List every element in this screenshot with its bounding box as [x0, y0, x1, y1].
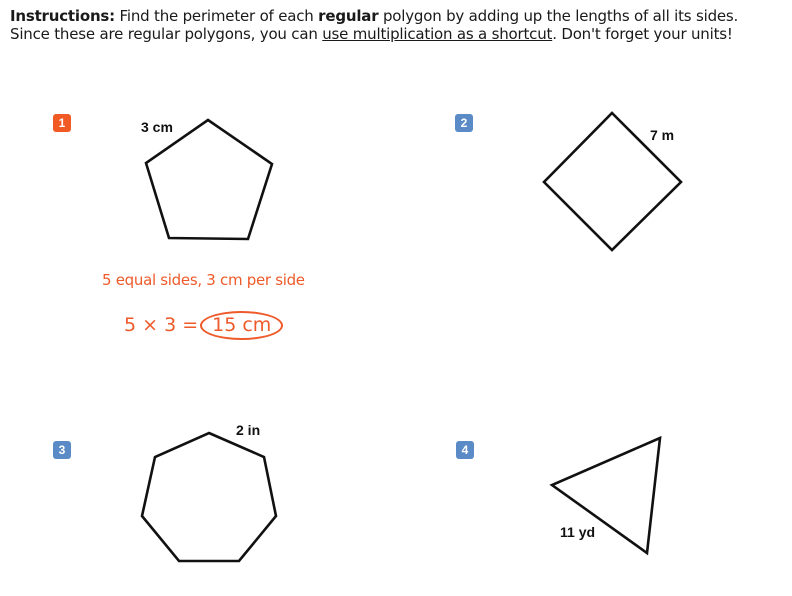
problem-4-side-label: 11 yd: [560, 524, 596, 540]
instructions-shortcut: use multiplication as a shortcut: [322, 25, 553, 43]
instructions-text-1: Find the perimeter of each: [114, 7, 319, 25]
problem-4-badge: 4: [456, 441, 474, 459]
problem-3-badge: 3: [53, 441, 71, 459]
instructions-regular: regular: [318, 7, 379, 25]
problem-3-side-label: 2 in: [236, 422, 261, 438]
instructions-text-3: Since these are regular polygons, you can: [10, 25, 323, 43]
problem-2-badge: 2: [455, 114, 473, 132]
problem-2-side-label: 7 m: [650, 127, 675, 143]
triangle-shape: [552, 438, 660, 553]
instructions-text-2: polygon by adding up the lengths of all its sides.: [378, 7, 739, 25]
instructions-lead: Instructions:: [10, 7, 115, 25]
problem-1-side-label: 3 cm: [141, 119, 173, 135]
worked-example-answer: 15 cm: [200, 311, 283, 340]
worked-example-equation: 5 × 3 =: [124, 314, 199, 336]
instructions-text-4: . Don't forget your units!: [552, 25, 733, 43]
worked-example-note: 5 equal sides, 3 cm per side: [102, 271, 305, 289]
problem-1-badge: 1: [53, 114, 71, 132]
